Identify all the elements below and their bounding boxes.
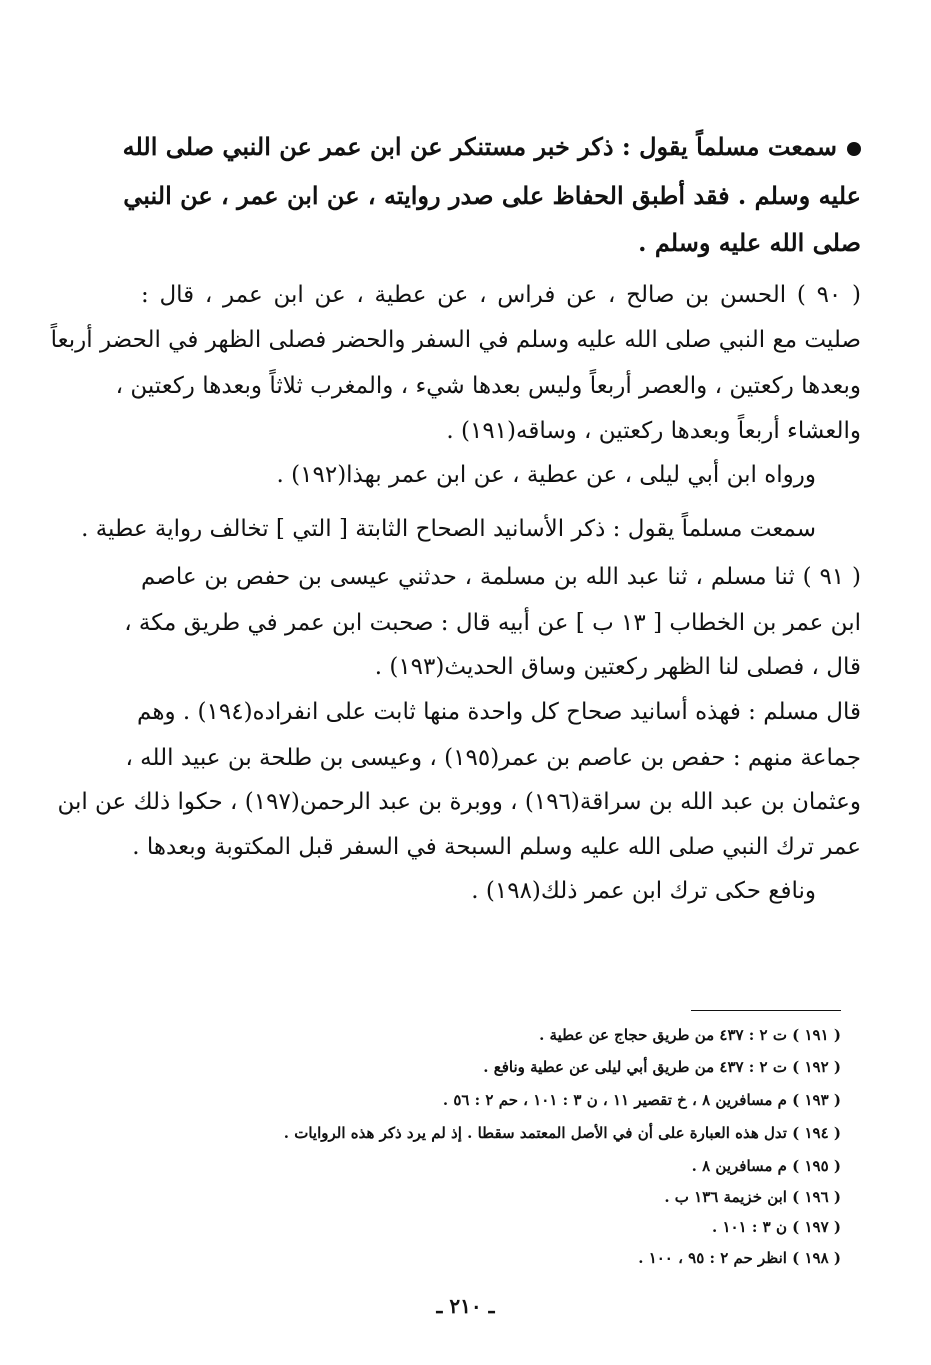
footnote-196: ( ١٩٦ ) ابن خزيمة ١٣٦ ب . — [664, 1188, 841, 1206]
text-line-15: وعثمان بن عبد الله بن سراقة(١٩٦) ، ووبرة بن عبد الرحمن(١٩٧) ، حكوا ذلك عن ابن — [57, 789, 861, 815]
footnote-192: ( ١٩٢ ) ت ٢ : ٤٣٧ من طريق أبي ليلى عن عطية ونافع . — [483, 1058, 841, 1076]
footnote-195: ( ١٩٥ ) م مسافرين ٨ . — [691, 1157, 841, 1175]
text-line-1: سمعت مسلماً يقول : ذكر خبر مستنكر عن ابن عمر عن النبي صلى الله — [141, 130, 861, 170]
text-line-4: ( ٩٠ ) الحسن بن صالح ، عن فراس ، عن عطية ، عن ابن عمر ، قال : — [141, 282, 861, 308]
text-line-5: صليت مع النبي صلى الله عليه وسلم في السفر والحضر فصلى الظهر في الحضر أربعاً — [50, 327, 861, 353]
text-line-3: صلى الله عليه وسلم . — [638, 228, 861, 257]
text-line-17: ونافع حكى ترك ابن عمر ذلك(١٩٨) . — [471, 878, 816, 904]
text-line-14: جماعة منهم : حفص بن عاصم بن عمر(١٩٥) ، وعيسى بن طلحة بن عبيد الله ، — [125, 745, 861, 771]
footnote-198: ( ١٩٨ ) انظر حم ٢ : ٩٥ ، ١٠٠ . — [638, 1249, 841, 1267]
text-line-7: والعشاء أربعاً وبعدها ركعتين ، وساقه(١٩١) . — [446, 418, 861, 444]
footnote-193: ( ١٩٣ ) م مسافرين ٨ ، خ تقصير ١١ ، ن ٣ : ١٠١ ، حم ٢ : ٥٦ . — [442, 1091, 841, 1109]
text-line-9: سمعت مسلماً يقول : ذكر الأسانيد الصحاح الثابتة [ التي ] تخالف رواية عطية . — [81, 516, 816, 542]
bullet-icon — [847, 142, 861, 156]
text-line-11: ابن عمر بن الخطاب [ ١٣ ب ] عن أبيه قال : صحبت ابن عمر في طريق مكة ، — [124, 610, 861, 636]
text-line-6: وبعدها ركعتين ، والعصر أربعاً وليس بعدها شيء ، والمغرب ثلاثاً وبعدها ركعتين ، — [115, 373, 861, 399]
footnote-194: ( ١٩٤ ) تدل هذه العبارة على أن في الأصل المعتمد سقطا . إذ لم يرد ذكر هذه الروايات . — [283, 1124, 841, 1142]
footnote-divider — [691, 1010, 841, 1011]
text-line-13: قال مسلم : فهذه أسانيد صحاح كل واحدة منها ثابت على انفراده(١٩٤) . وهم — [137, 699, 861, 725]
text-line-16: عمر ترك النبي صلى الله عليه وسلم السبحة في السفر قبل المكتوبة وبعدها . — [132, 834, 861, 860]
text-line-10: ( ٩١ ) ثنا مسلم ، ثنا عبد الله بن مسلمة ، حدثني عيسى بن حفص بن عاصم — [141, 564, 861, 590]
text-line-12: قال ، فصلى لنا الظهر ركعتين وساق الحديث(١٩٣) . — [374, 654, 861, 680]
page-number: ـ ٢١٠ ـ — [436, 1294, 495, 1318]
text-line-2: عليه وسلم . فقد أطبق الحفاظ على صدر روايته ، عن ابن عمر ، عن النبي — [123, 181, 861, 210]
footnote-191: ( ١٩١ ) ت ٢ : ٤٣٧ من طريق حجاج عن عطية . — [539, 1026, 841, 1044]
footnote-197: ( ١٩٧ ) ن ٣ : ١٠١ . — [712, 1218, 841, 1236]
text-line-8: ورواه ابن أبي ليلى ، عن عطية ، عن ابن عمر بهذا(١٩٢) . — [276, 462, 816, 488]
